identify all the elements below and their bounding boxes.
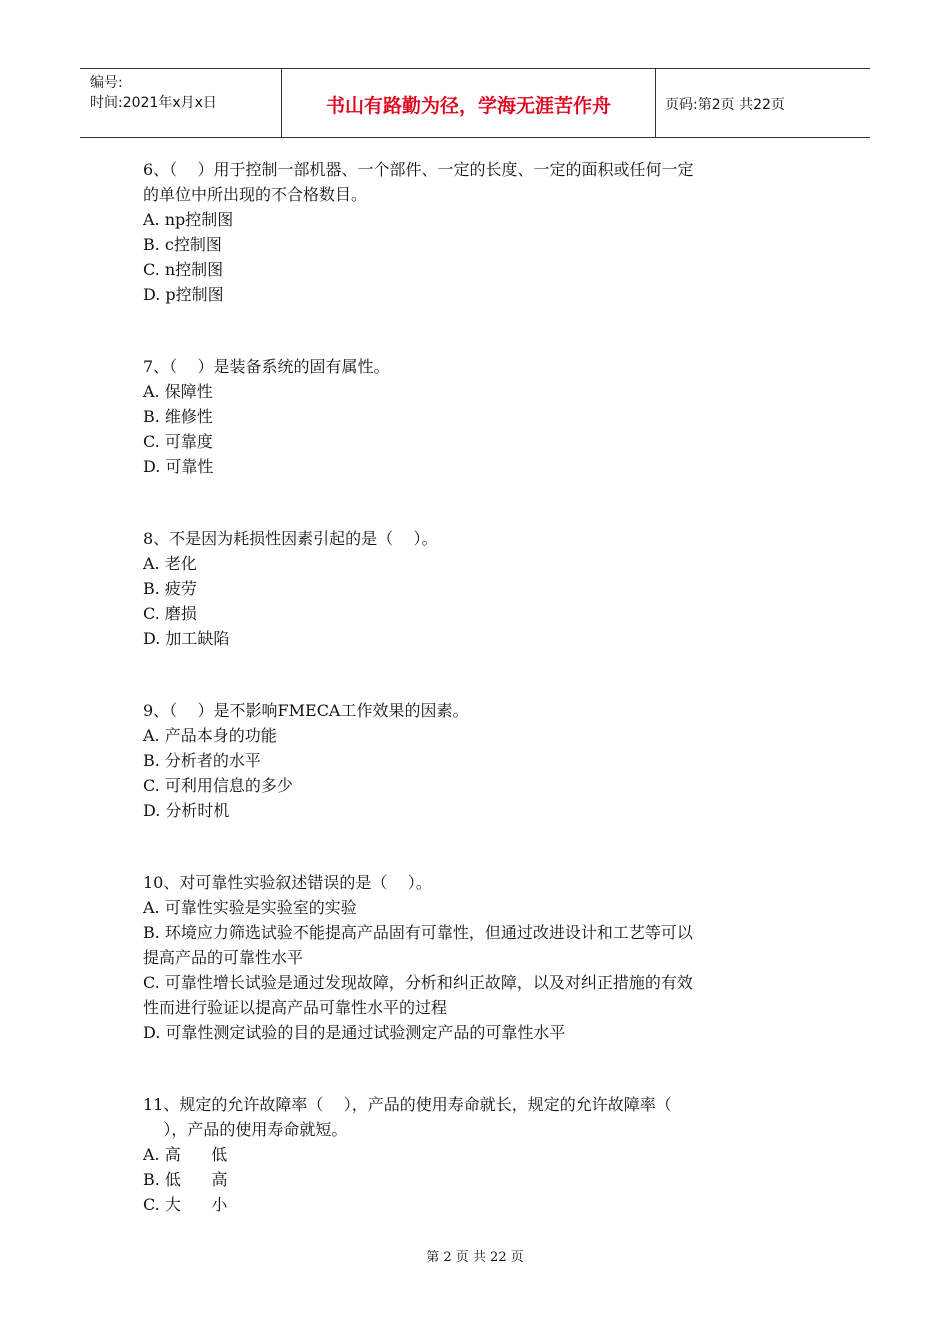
option-a: A. 老化 — [143, 554, 197, 573]
option-a: A. 高 低 — [143, 1145, 228, 1164]
question-text: 10、对可靠性实验叙述错误的是（ ）。 — [143, 873, 432, 892]
date-line: 时间:2021年x月x日 — [90, 95, 217, 111]
question-11 — [143, 1092, 813, 1217]
question-6 — [143, 157, 813, 307]
option-b-cont: 提高产品的可靠性水平 — [143, 948, 304, 967]
option-c-cont: 性而进行验证以提高产品可靠性水平的过程 — [143, 998, 448, 1017]
option-d: D. p控制图 — [143, 285, 224, 304]
question-list — [143, 157, 813, 1264]
option-d: D. 分析时机 — [143, 801, 230, 820]
option-c: C. n控制图 — [143, 260, 224, 279]
question-text: 9、（ ）是不影响FMECA工作效果的因素。 — [143, 701, 469, 720]
option-c: C. 磨损 — [143, 604, 197, 623]
option-d: D. 可靠性测定试验的目的是通过试验测定产品的可靠性水平 — [143, 1023, 566, 1042]
page-header — [80, 68, 870, 138]
number-label: 编号: — [90, 75, 123, 91]
question-text: 8、不是因为耗损性因素引起的是（ ）。 — [143, 529, 438, 548]
option-b: B. 分析者的水平 — [143, 751, 261, 770]
page-info: 页码:第2页 共22页 — [665, 97, 785, 113]
option-c: C. 大 小 — [143, 1195, 228, 1214]
question-8 — [143, 526, 813, 651]
header-meta — [80, 69, 280, 137]
option-a: A. 产品本身的功能 — [143, 726, 277, 745]
option-c: C. 可靠性增长试验是通过发现故障，分析和纠正故障，以及对纠正措施的有效 — [143, 973, 693, 992]
option-d: D. 加工缺陷 — [143, 629, 230, 648]
option-b: B. 维修性 — [143, 407, 213, 426]
option-c: C. 可利用信息的多少 — [143, 776, 293, 795]
question-7 — [143, 354, 813, 479]
header-motto-cell — [281, 69, 656, 137]
option-a: A. np控制图 — [143, 210, 234, 229]
question-text: 6、（ ）用于控制一部机器、一个部件、一定的长度、一定的面积或任何一定 — [143, 160, 694, 179]
question-9 — [143, 698, 813, 823]
page-footer: 第 2 页 共 22 页 — [426, 1250, 524, 1265]
question-10 — [143, 870, 813, 1045]
question-text: ），产品的使用寿命就短。 — [143, 1120, 348, 1139]
header-page-cell — [655, 69, 870, 137]
option-b: B. 疲劳 — [143, 579, 197, 598]
option-b: B. 环境应力筛选试验不能提高产品固有可靠性，但通过改进设计和工艺等可以 — [143, 923, 693, 942]
question-text: 7、（ ）是装备系统的固有属性。 — [143, 357, 390, 376]
option-d: D. 可靠性 — [143, 457, 214, 476]
question-text: 11、规定的允许故障率（ ），产品的使用寿命就长，规定的允许故障率（ — [143, 1095, 672, 1114]
option-a: A. 可靠性实验是实验室的实验 — [143, 898, 357, 917]
option-a: A. 保障性 — [143, 382, 213, 401]
motto: 书山有路勤为径，学海无涯苦作舟 — [325, 95, 611, 117]
question-text: 的单位中所出现的不合格数目。 — [143, 185, 368, 204]
option-c: C. 可靠度 — [143, 432, 213, 451]
option-b: B. c控制图 — [143, 235, 222, 254]
option-b: B. 低 高 — [143, 1170, 228, 1189]
